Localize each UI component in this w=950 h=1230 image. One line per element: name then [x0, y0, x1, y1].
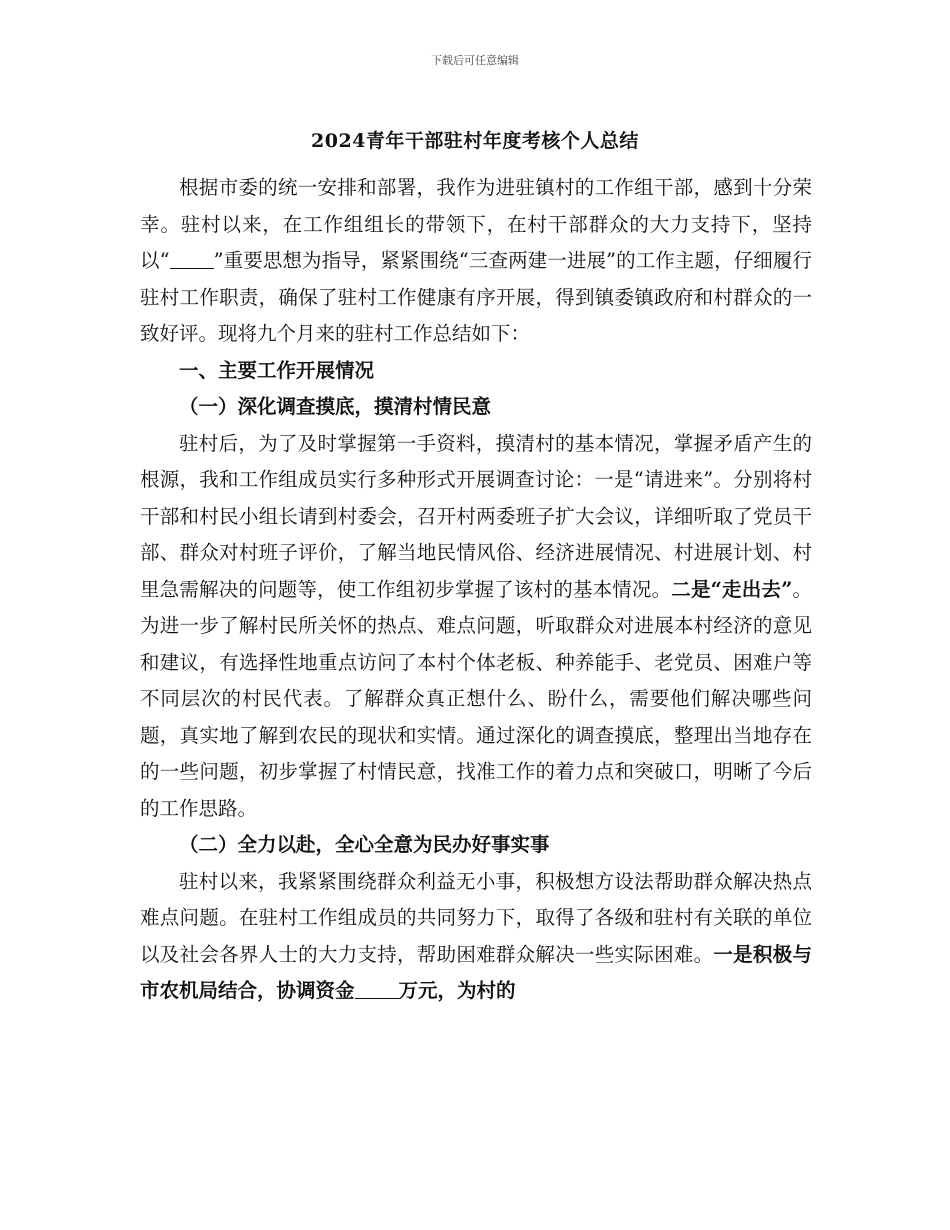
- section-heading-1: 一、主要工作开展情况: [179, 358, 375, 382]
- document-body: [140, 170, 812, 1010]
- subsection-heading-2: （二）全力以赴，全心全意为民办好事实事: [179, 833, 550, 856]
- blank-line-amount: [355, 980, 399, 999]
- paragraph-service: [140, 864, 812, 1010]
- paragraph-survey: [140, 426, 812, 828]
- paragraph-survey-text-a: 驻村后，为了及时掌握第一手资料，摸清村的基本情况，掌握矛盾产生的根源，我和工作组成员实行多种形式开展调查讨论：一是“请进来”。分别将村干部和村民小组长请到村委会，召开村两委班子扩大会议，详细听取了党员干部、群众对村班子评价，了解当地民情风俗、经济进展情况、村进展计划、村里急需解决的问题等，使工作组初步掌握了该村的基本情况。: [140, 431, 812, 601]
- paragraph-survey-bold: 二是“走出去”: [671, 577, 793, 601]
- paragraph-service-bold-2: 万元，为村的: [398, 979, 516, 1002]
- intro-paragraph: [140, 170, 812, 353]
- paragraph-survey-text-b: 。为进一步了解村民所关怀的热点、难点问题，听取群众对进展本村经济的意见和建议，有选择性地重点访问了本村个体老板、种养能手、老党员、困难户等不同层次的村民代表。了解群众真正想什么、盼什么，需要他们解决哪些问题，真实地了解到农民的现状和实情。通过深化的调查摸底，整理出当地存在的一些问题，初步掌握了村情民意，找准工作的着力点和突破口，明晰了今后的工作思路。: [140, 577, 812, 820]
- intro-text-a: 根据市委的统一安排和部署，我作为进驻镇村的工作组干部，感到十分荣幸。驻村以来，在工作组组长的带领下，在村干部群众的大力支持下，坚持以“: [140, 176, 812, 272]
- intro-text-b: ”重要思想为指导，紧紧围绕“三查两建一进展”的工作主题，仔细履行驻村工作职责，确保了驻村工作健康有序开展，得到镇委镇政府和村群众的一致好评。现将九个月来的驻村工作总结如下：: [140, 249, 812, 345]
- document-title: 2024青年干部驻村年度考核个人总结: [311, 130, 639, 152]
- paragraph-service-bold-1: 一是积极与市农机局结合，协调资金: [140, 942, 812, 1002]
- subsection-heading-1: （一）深化调查摸底，摸清村情民意: [179, 395, 492, 418]
- paragraph-service-text-a: 驻村以来，我紧紧围绕群众利益无小事，积极想方设法帮助群众解决热点难点问题。在驻村工作组成员的共同努力下，取得了各级和驻村有关联的单位以及社会各界人士的大力支持，帮助困难群众解决一些实际困难。: [140, 869, 812, 966]
- blank-line: [170, 250, 214, 269]
- page-header-note: 下载后可任意编辑: [431, 54, 519, 67]
